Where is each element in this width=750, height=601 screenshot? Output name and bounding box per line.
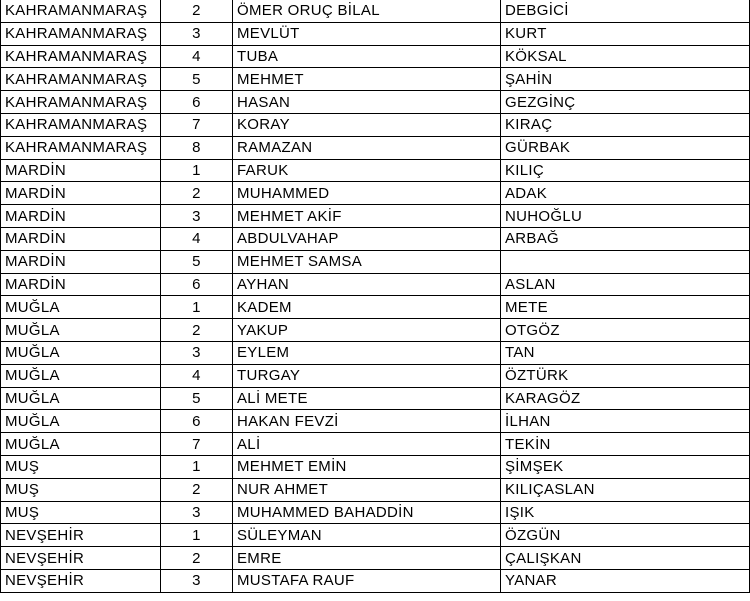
rank-cell: 6 — [161, 410, 233, 433]
table-row — [1, 113, 750, 136]
province-cell: MUŞ — [1, 478, 161, 501]
province-cell: MUĞLA — [1, 410, 161, 433]
province-cell: MUĞLA — [1, 296, 161, 319]
province-cell: NEVŞEHİR — [1, 547, 161, 570]
first-name-cell: MUHAMMED — [233, 182, 501, 205]
table-row — [1, 387, 750, 410]
province-cell: KAHRAMANMARAŞ — [1, 22, 161, 45]
first-name-cell: KADEM — [233, 296, 501, 319]
table-row — [1, 296, 750, 319]
table-row — [1, 45, 750, 68]
last-name-cell: ÖZTÜRK — [501, 364, 750, 387]
province-cell: KAHRAMANMARAŞ — [1, 0, 161, 22]
rank-cell: 3 — [161, 341, 233, 364]
last-name-cell: KIRAÇ — [501, 113, 750, 136]
first-name-cell: AYHAN — [233, 273, 501, 296]
first-name-cell: MEHMET AKİF — [233, 205, 501, 228]
first-name-cell: MEHMET — [233, 68, 501, 91]
rank-cell: 1 — [161, 524, 233, 547]
rank-cell: 1 — [161, 159, 233, 182]
last-name-cell: ÖZGÜN — [501, 524, 750, 547]
last-name-cell: DEBGİCİ — [501, 0, 750, 22]
province-cell: KAHRAMANMARAŞ — [1, 68, 161, 91]
rank-cell: 3 — [161, 569, 233, 592]
table-row — [1, 341, 750, 364]
rank-cell: 7 — [161, 433, 233, 456]
first-name-cell: ALİ — [233, 433, 501, 456]
candidate-table-body — [1, 0, 750, 592]
province-cell: MUĞLA — [1, 364, 161, 387]
rank-cell: 5 — [161, 68, 233, 91]
first-name-cell: HAKAN FEVZİ — [233, 410, 501, 433]
last-name-cell: ŞİMŞEK — [501, 455, 750, 478]
rank-cell: 1 — [161, 296, 233, 319]
last-name-cell: NUHOĞLU — [501, 205, 750, 228]
table-row — [1, 433, 750, 456]
first-name-cell: TURGAY — [233, 364, 501, 387]
first-name-cell: ALİ METE — [233, 387, 501, 410]
rank-cell: 4 — [161, 364, 233, 387]
province-cell: KAHRAMANMARAŞ — [1, 45, 161, 68]
table-row — [1, 524, 750, 547]
province-cell: KAHRAMANMARAŞ — [1, 113, 161, 136]
rank-cell: 2 — [161, 319, 233, 342]
rank-cell: 2 — [161, 478, 233, 501]
first-name-cell: RAMAZAN — [233, 136, 501, 159]
last-name-cell: YANAR — [501, 569, 750, 592]
rank-cell: 3 — [161, 205, 233, 228]
first-name-cell: MUSTAFA RAUF — [233, 569, 501, 592]
table-row — [1, 136, 750, 159]
last-name-cell: IŞIK — [501, 501, 750, 524]
first-name-cell: SÜLEYMAN — [233, 524, 501, 547]
last-name-cell: METE — [501, 296, 750, 319]
province-cell: MUŞ — [1, 501, 161, 524]
rank-cell: 3 — [161, 22, 233, 45]
province-cell: MUĞLA — [1, 433, 161, 456]
table-row — [1, 364, 750, 387]
rank-cell: 5 — [161, 250, 233, 273]
table-row — [1, 91, 750, 114]
last-name-cell — [501, 250, 750, 273]
rank-cell: 7 — [161, 113, 233, 136]
table-row — [1, 250, 750, 273]
first-name-cell: HASAN — [233, 91, 501, 114]
rank-cell: 4 — [161, 45, 233, 68]
province-cell: MARDİN — [1, 250, 161, 273]
table-row — [1, 68, 750, 91]
last-name-cell: GÜRBAK — [501, 136, 750, 159]
last-name-cell: KURT — [501, 22, 750, 45]
table-row — [1, 0, 750, 22]
last-name-cell: GEZGİNÇ — [501, 91, 750, 114]
table-row — [1, 205, 750, 228]
table-row — [1, 547, 750, 570]
rank-cell: 2 — [161, 547, 233, 570]
last-name-cell: İLHAN — [501, 410, 750, 433]
last-name-cell: TAN — [501, 341, 750, 364]
first-name-cell: MUHAMMED BAHADDİN — [233, 501, 501, 524]
first-name-cell: NUR AHMET — [233, 478, 501, 501]
rank-cell: 1 — [161, 455, 233, 478]
last-name-cell: OTGÖZ — [501, 319, 750, 342]
rank-cell: 3 — [161, 501, 233, 524]
province-cell: NEVŞEHİR — [1, 569, 161, 592]
province-cell: KAHRAMANMARAŞ — [1, 136, 161, 159]
table-row — [1, 182, 750, 205]
last-name-cell: KILIÇ — [501, 159, 750, 182]
table-row — [1, 227, 750, 250]
table-row — [1, 273, 750, 296]
province-cell: MARDİN — [1, 205, 161, 228]
province-cell: MARDİN — [1, 273, 161, 296]
last-name-cell: TEKİN — [501, 433, 750, 456]
rank-cell: 5 — [161, 387, 233, 410]
first-name-cell: TUBA — [233, 45, 501, 68]
province-cell: MARDİN — [1, 227, 161, 250]
last-name-cell: ÇALIŞKAN — [501, 547, 750, 570]
first-name-cell: MEHMET SAMSA — [233, 250, 501, 273]
province-cell: MUĞLA — [1, 387, 161, 410]
table-row — [1, 319, 750, 342]
table-row — [1, 410, 750, 433]
last-name-cell: KÖKSAL — [501, 45, 750, 68]
rank-cell: 6 — [161, 91, 233, 114]
last-name-cell: KARAGÖZ — [501, 387, 750, 410]
rank-cell: 8 — [161, 136, 233, 159]
table-row — [1, 478, 750, 501]
first-name-cell: ABDULVAHAP — [233, 227, 501, 250]
province-cell: MUĞLA — [1, 341, 161, 364]
first-name-cell: ÖMER ORUÇ BİLAL — [233, 0, 501, 22]
rank-cell: 2 — [161, 0, 233, 22]
table-row — [1, 455, 750, 478]
first-name-cell: KORAY — [233, 113, 501, 136]
last-name-cell: ARBAĞ — [501, 227, 750, 250]
first-name-cell: FARUK — [233, 159, 501, 182]
table-row — [1, 501, 750, 524]
first-name-cell: EYLEM — [233, 341, 501, 364]
last-name-cell: ASLAN — [501, 273, 750, 296]
table-row — [1, 22, 750, 45]
province-cell: MUĞLA — [1, 319, 161, 342]
rank-cell: 6 — [161, 273, 233, 296]
province-cell: MUŞ — [1, 455, 161, 478]
last-name-cell: KILIÇASLAN — [501, 478, 750, 501]
province-cell: NEVŞEHİR — [1, 524, 161, 547]
first-name-cell: MEVLÜT — [233, 22, 501, 45]
rank-cell: 4 — [161, 227, 233, 250]
first-name-cell: EMRE — [233, 547, 501, 570]
first-name-cell: YAKUP — [233, 319, 501, 342]
last-name-cell: ŞAHİN — [501, 68, 750, 91]
table-row — [1, 569, 750, 592]
table-row — [1, 159, 750, 182]
rank-cell: 2 — [161, 182, 233, 205]
province-cell: KAHRAMANMARAŞ — [1, 91, 161, 114]
province-cell: MARDİN — [1, 159, 161, 182]
province-cell: MARDİN — [1, 182, 161, 205]
first-name-cell: MEHMET EMİN — [233, 455, 501, 478]
last-name-cell: ADAK — [501, 182, 750, 205]
